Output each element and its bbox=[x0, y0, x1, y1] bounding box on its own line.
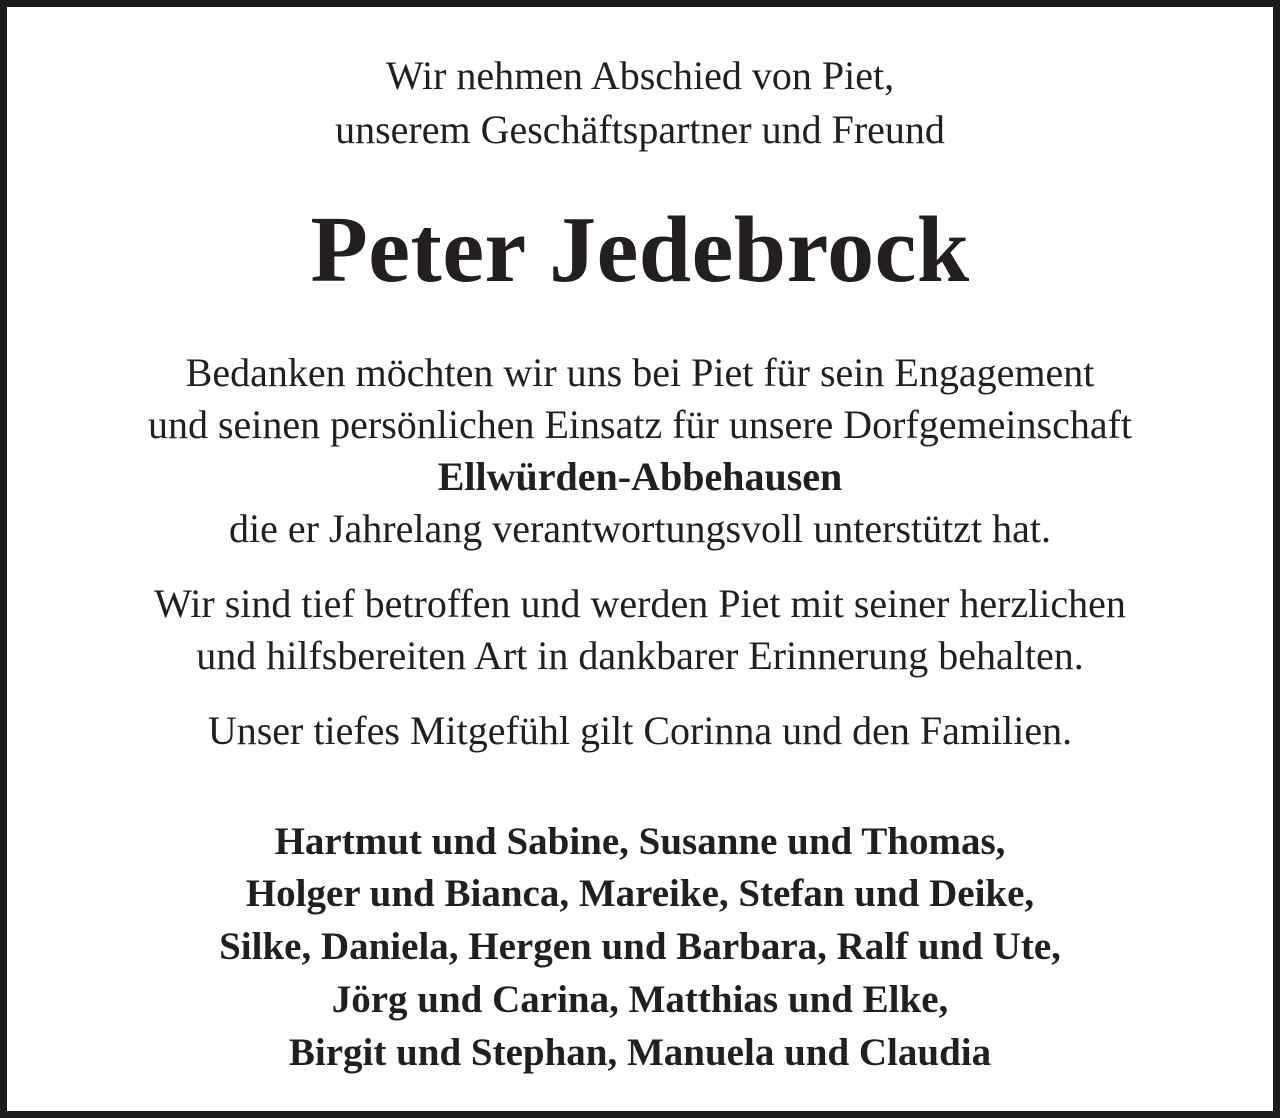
thanks-line-1: Bedanken möchten wir uns bei Piet für sein Engagement bbox=[185, 350, 1095, 395]
intro-line-2: unserem Geschäftspartner und Freund bbox=[335, 107, 945, 152]
condolence-line: Unser tiefes Mitgefühl gilt Corinna und den Familien. bbox=[207, 708, 1073, 753]
thanks-line-4: die er Jahrelang verantwortungsvoll unterstützt hat. bbox=[229, 506, 1051, 551]
deceased-name: Peter Jedebrock bbox=[310, 198, 970, 302]
signatory-line: Silke, Daniela, Hergen und Barbara, Ralf und Ute, bbox=[219, 925, 1061, 968]
signatory-line: Hartmut und Sabine, Susanne und Thomas, bbox=[274, 820, 1006, 863]
intro-line-1: Wir nehmen Abschied von Piet, bbox=[385, 53, 895, 98]
signatory-line: Jörg und Carina, Matthias und Elke, bbox=[331, 978, 949, 1021]
place-name: Ellwürden-Abbehausen bbox=[437, 454, 843, 499]
signatory-line: Birgit und Stephan, Manuela und Claudia bbox=[288, 1031, 992, 1074]
signatory-line: Holger und Bianca, Mareike, Stefan und Deike, bbox=[245, 872, 1035, 915]
grief-line-1: Wir sind tief betroffen und werden Piet mit seiner herzlichen bbox=[154, 581, 1126, 626]
grief-line-2: und hilfsbereiten Art in dankbarer Erinnerung behalten. bbox=[196, 633, 1084, 678]
thanks-line-2: und seinen persönlichen Einsatz für unsere Dorfgemeinschaft bbox=[147, 402, 1133, 447]
